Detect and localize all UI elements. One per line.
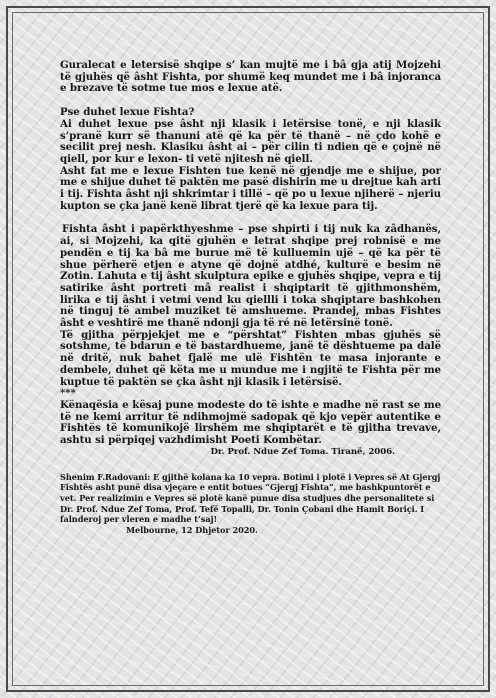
reasons-paragraph-2: Asht fat me e lexue Fishten tue kenë në gjendje me e shijue, por me e shijue duhet të paktën me pasë dishirin me u drejtue kah arti i tij. Fishta âsht nji shkrimtar i tillë – që po u lexue njiherë – njeriu kupton se çka janë kenë librat tjerë që ka lexue para tij. (60, 164, 441, 212)
editor-note-text: Shenim F.Radovani: E gjithë kolana ka 10 vepra. Botimi i plotë i Vepres së At Gjergj Fishtës asht punë disa vjeçare e entit botues “Gjergj Fishta”, me bashkpuntorët e vet. Per realizimin e Vepres së plotë kanë punue disa studjues dhe personalitete si Dr. Prof. Ndue Zef Toma, Prof. Tefë Topalli, Dr. Tonin Çobani dhe Hamit Boriçi. I falnderoj per vleren e madhe t’saj! (60, 471, 441, 525)
section-heading: Pse duhet lexue Fishta? (60, 106, 195, 119)
intro-paragraph: Guralecat e letersisë shqipe s’ kan mujtë me i bâ gja atij Mojzehi të gjuhës që âsht Fishta, por shumë keq mundet me i bâ injoranca e brezave të sotme tue mos e lexue atë. (60, 59, 441, 95)
reasons-paragraph-1: Ai duhet lexue pse âsht nji klasik i letërsise tonë, e nji klasik s’pranë kurr së thanuni atë që ka për të thanë – në çdo kohë e secilit prej nesh. Klasiku âsht ai – për cilin ti ndien që e çojnë në qiell, por kur e lexon- ti vetë njitesh në qiell. (60, 117, 441, 165)
editor-note-place-date: Melbourne, 12 Dhjetor 2020. (126, 524, 258, 535)
closing-paragraph: Kënaqësia e kësaj pune modeste do të ishte e madhe në rast se me të ne kemi arritur të ndihmojmë sadopak që kjo vepër autentike e Fishtës të komunikojë lirshëm me shqiptarët e të gjitha trevave, ashtu si përpiqej vazhdimisht Poeti Kombëtar. (60, 398, 441, 447)
document-body (60, 60, 441, 535)
editor-note (60, 472, 441, 536)
main-paragraph: Fishta âsht i papërkthyeshme – pse shpirti i tij nuk ka zâdhanës, ai, si Mojzehi, ka qitë gjuhën e letrat shqipe prej robnisë e me pendën e tij ka bâ me burue më të kulluemin ujë – që ka për të shue përherë etjen e atyne që dojnë atdhé, kulturë e besim në Zotin. Lahuta e tij âsht skulptura epike e gjuhës shqipe, vepra e tij satirike âsht portreti mâ realist i shqiptarit të gjithmonshëm, lirika e tij âsht i vetmi vend ku qiellli i toka shqiptare bashkohen në tinguj të ambel muziket të amshueme. Prandej, mbas Fishtes âsht e veshtirë me thanë ndonji gja të ré në letërsinë tonë. (60, 223, 441, 330)
translations-paragraph: Të gjitha përpjekjet me e “përshtat” Fishten mbas gjuhës së sotshme, të bdarun e të bastardhueme, janë të dështueme pa dalë në dritë, nuk bahet fjalë me ulë Fishtën te masa injorante e dembele, duhet që këta me u mundue me i ngjitë te Fishta për me kuptue të paktën se çka âsht nji klasik i letërsisë. (60, 328, 441, 388)
author-signature: Dr. Prof. Ndue Zef Toma. Tiranë, 2006. (210, 446, 395, 457)
section-separator: *** (60, 387, 76, 400)
